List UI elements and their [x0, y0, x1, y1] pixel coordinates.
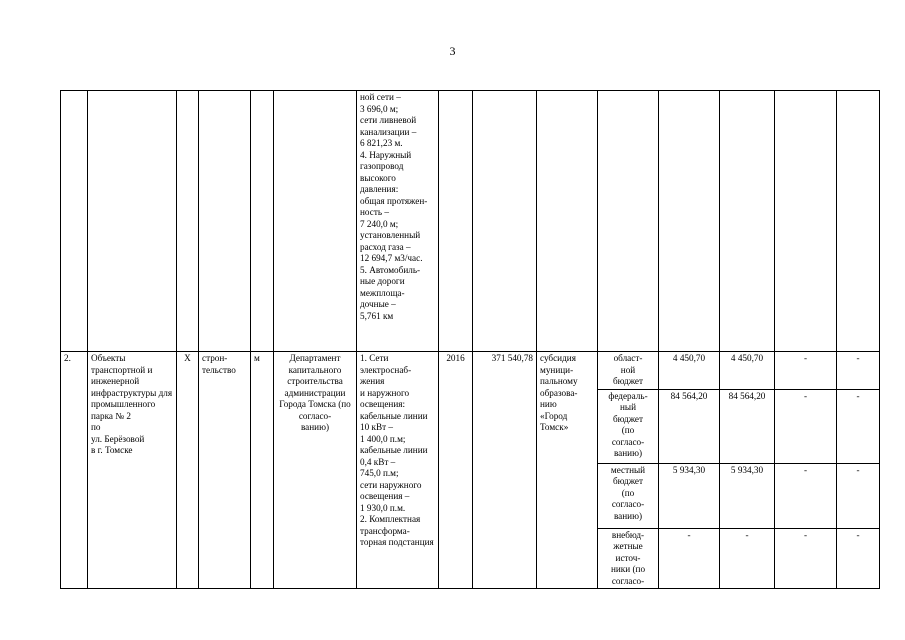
cell-work-type	[199, 91, 251, 352]
source-total: 84 564,20	[659, 389, 720, 463]
source-total: 4 450,70	[659, 352, 720, 390]
cell-customer	[274, 91, 357, 352]
mark: Х	[177, 352, 199, 589]
cell-object-name	[88, 91, 177, 352]
row-number: 2.	[61, 352, 88, 589]
financing-form: субсидия муници- пальному образова- нию «Город Томск»	[537, 352, 598, 589]
source-name: федераль- ный бюджет (по согласо- ванию)	[598, 389, 659, 463]
table-row-continuation	[61, 91, 880, 352]
cell-cost	[473, 91, 537, 352]
cell-characteristics: ной сети – 3 696,0 м; сети ливневой канализации – 6 821,23 м. 4. Наружный газопровод высокого давления: общая протяжен- ность – 7 240,0 м; установленный расход газа – 12 694,7 м3/час. 5. Автомобиль- ные дороги межплоща- дочные – 5,761 км	[357, 91, 439, 352]
table-row	[61, 352, 880, 390]
cell-source	[598, 91, 659, 352]
source-name: област- ной бюджет	[598, 352, 659, 390]
source-name: местный бюджет (по согласо- ванию)	[598, 463, 659, 528]
object-name: Объекты транспортной и инженерной инфраструктуры для промышленного парка № 2 по ул. Берёзовой в г. Томске	[88, 352, 177, 589]
year: 2016	[439, 352, 473, 589]
cell-year-2018	[837, 91, 880, 352]
source-year-2017: -	[775, 352, 837, 390]
cell-number	[61, 91, 88, 352]
source-year-2018: -	[837, 528, 880, 589]
source-year-2016: 4 450,70	[720, 352, 775, 390]
cell-total	[659, 91, 720, 352]
source-year-2018: -	[837, 463, 880, 528]
source-year-2018: -	[837, 352, 880, 390]
work-type: строн- тельство	[199, 352, 251, 589]
cost: 371 540,78	[473, 352, 537, 589]
source-total: 5 934,30	[659, 463, 720, 528]
cell-year-2016	[720, 91, 775, 352]
source-year-2018: -	[837, 389, 880, 463]
cell-year-2017	[775, 91, 837, 352]
page-number: 3	[449, 44, 456, 58]
source-total: -	[659, 528, 720, 589]
source-year-2016: 84 564,20	[720, 389, 775, 463]
source-year-2016: -	[720, 528, 775, 589]
cell-form	[537, 91, 598, 352]
source-year-2016: 5 934,30	[720, 463, 775, 528]
customer: Департамент капитального строительства администрации Города Томска (по согласо- ванию)	[274, 352, 357, 589]
source-year-2017: -	[775, 389, 837, 463]
program-table	[60, 90, 880, 589]
cell-year	[439, 91, 473, 352]
characteristics: 1. Сети электроснаб- жения и наружного освещения: кабельные линии 10 кВт – 1 400,0 п.м; кабельные линии 0,4 кВт – 745,0 п.м; сети наружного освещения – 1 930,0 п.м. 2. Комплектная трансформа- торная подстанция	[357, 352, 439, 589]
source-name: внебюд- жетные источ- ники (по согласо-	[598, 528, 659, 589]
source-year-2017: -	[775, 463, 837, 528]
cell-unit	[251, 91, 274, 352]
unit: м	[251, 352, 274, 589]
source-year-2017: -	[775, 528, 837, 589]
cell-mark	[177, 91, 199, 352]
